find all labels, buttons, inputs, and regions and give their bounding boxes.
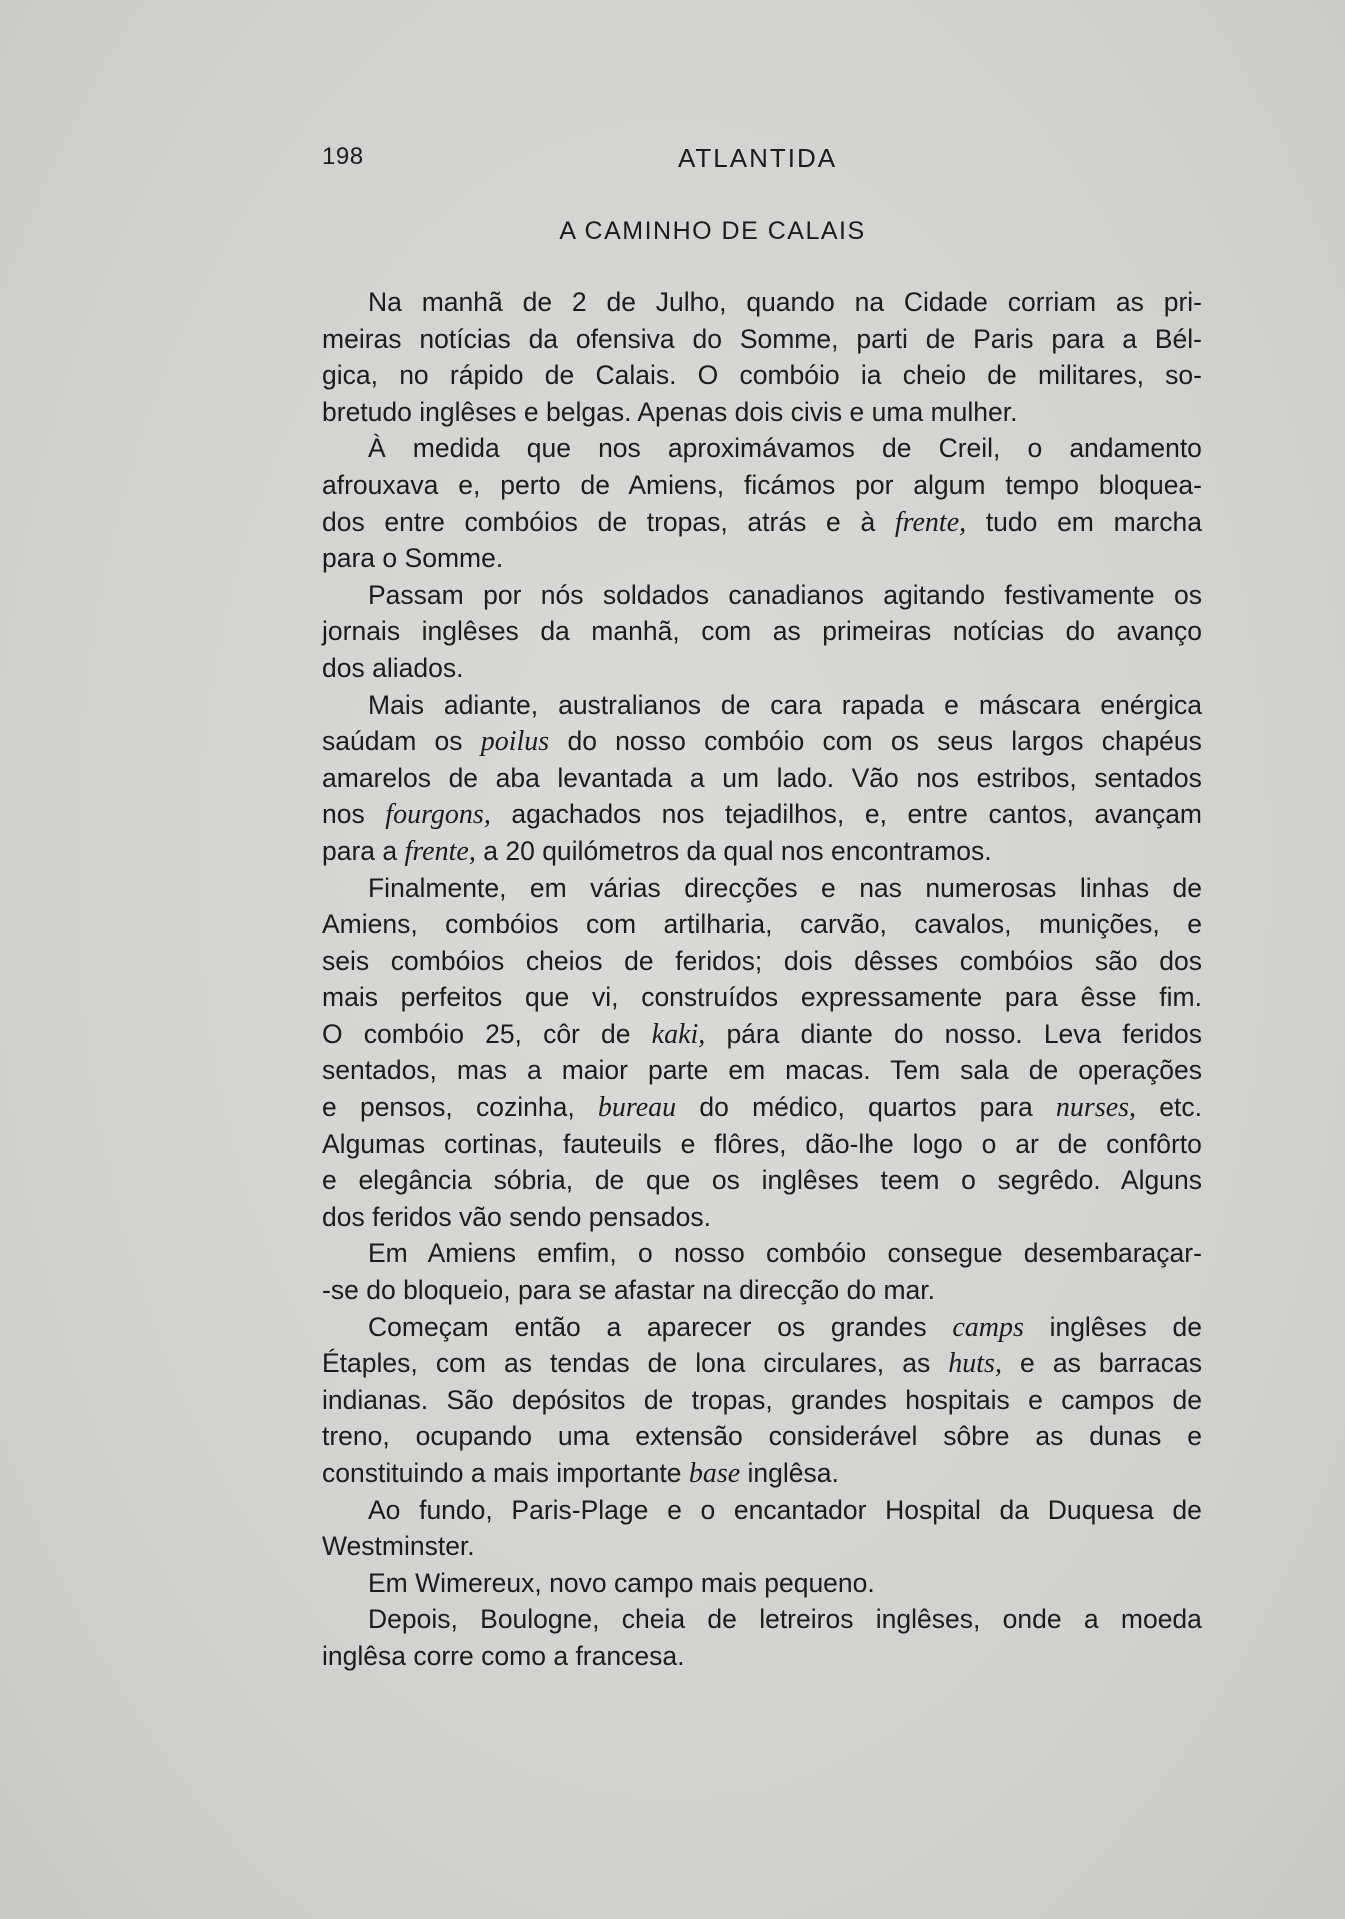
text-line: meiras notícias da ofensiva do Somme, parti de Paris para a Bél-	[322, 323, 1203, 354]
section-title-text: A CAMINHO DE CALAIS	[559, 217, 866, 245]
text-line: Algumas cortinas, fauteuils e flôres, dão-lhe logo o ar de confôrto	[322, 1128, 1202, 1159]
text-line: jornais inglêses da manhã, com as primeiras notícias do avanço	[322, 616, 1202, 647]
text-line: nos fourgons, agachados nos tejadilhos, e, entre cantos, avançam	[322, 799, 1203, 831]
text-line: Depois, Boulogne, cheia de letreiros inglêses, onde a moeda	[368, 1604, 1202, 1635]
text-line: Na manhã de 2 de Julho, quando na Cidade corriam as pri-	[368, 287, 1202, 317]
text-line: dos aliados.	[322, 652, 464, 683]
text-line: seis combóios cheios de feridos; dois dêsses combóios são dos	[322, 945, 1202, 976]
text-line: O combóio 25, côr de kaki, pára diante do nosso. Leva feridos	[322, 1018, 1202, 1050]
section-title	[0, 217, 1345, 246]
text-line: Étaples, com as tendas de lona circulares, as huts, e as barracas	[322, 1348, 1203, 1380]
text-line: Em Wimereux, novo campo mais pequeno.	[368, 1567, 875, 1598]
text-line: Westminster.	[322, 1531, 475, 1562]
text-line: e elegância sóbria, de que os inglêses teem o segrêdo. Alguns	[322, 1165, 1202, 1196]
text-line: saúdam os poilus do nosso combóio com os seus largos chapéus	[322, 726, 1202, 758]
text-line: gica, no rápido de Calais. O combóio ia cheio de militares, so-	[322, 360, 1202, 391]
text-line: amarelos de aba levantada a um lado. Vão nos estribos, sentados	[322, 762, 1202, 793]
page-header	[322, 143, 1202, 183]
body-text	[322, 284, 1202, 1675]
text-line: e pensos, cozinha, bureau do médico, quartos para nurses, etc.	[322, 1092, 1202, 1124]
text-line: dos feridos vão sendo pensados.	[322, 1201, 712, 1232]
text-line: dos entre combóios de tropas, atrás e à frente, tudo em marcha	[322, 506, 1202, 538]
text-line: afrouxava e, perto de Amiens, ficámos por algum tempo bloquea-	[322, 469, 1202, 500]
text-line: sentados, mas a maior parte em macas. Tem sala de operações	[322, 1055, 1202, 1086]
text-line: constituindo a mais importante base inglêsa.	[322, 1458, 839, 1489]
page-number: 198	[322, 143, 364, 170]
text-line: À medida que nos aproximávamos de Creil, o andamento	[368, 433, 1202, 464]
text-line: Amiens, combóios com artilharia, carvão, cavalos, munições, e	[322, 909, 1202, 940]
text-line: Começam então a aparecer os grandes camps inglêses de	[368, 1311, 1202, 1343]
text-line: Em Amiens emfim, o nosso combóio consegue desembaraçar-	[368, 1238, 1202, 1269]
text-line: mais perfeitos que vi, construídos expressamente para êsse fim.	[322, 982, 1202, 1013]
running-head: ATLANTIDA	[678, 143, 838, 173]
text-line: inglêsa corre como a francesa.	[322, 1640, 685, 1671]
text-line: bretudo inglêses e belgas. Apenas dois civis e uma mulher.	[322, 396, 1018, 427]
text-line: treno, ocupando uma extensão considerável sôbre as dunas e	[322, 1421, 1202, 1452]
text-line: para o Somme.	[322, 543, 504, 574]
text-line: -se do bloqueio, para se afastar na direcção do mar.	[322, 1275, 936, 1306]
text-line: Passam por nós soldados canadianos agitando festivamente os	[368, 579, 1202, 610]
text-line: para a frente, a 20 quilómetros da qual nos encontramos.	[322, 835, 992, 867]
text-line: Mais adiante, australianos de cara rapada e máscara enérgica	[368, 689, 1202, 720]
text-line: Finalmente, em várias direcções e nas numerosas linhas de	[368, 872, 1202, 903]
text-line: indianas. São depósitos de tropas, grandes hospitais e campos de	[322, 1384, 1202, 1415]
text-line: Ao fundo, Paris-Plage e o encantador Hospital da Duquesa de	[368, 1494, 1202, 1525]
